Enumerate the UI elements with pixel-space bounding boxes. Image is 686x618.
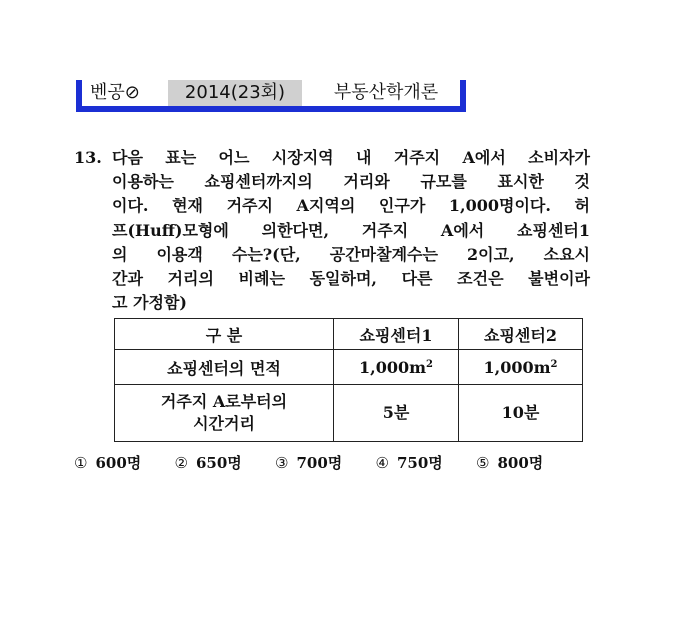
- row-label-area: 쇼핑센터의 면적: [115, 350, 334, 385]
- shopping-center-table: [114, 318, 583, 442]
- choice-2[interactable]: [175, 452, 242, 473]
- choice-1[interactable]: [74, 452, 141, 473]
- answer-choices: [74, 452, 594, 473]
- row-label-time-distance: [115, 385, 334, 442]
- question-line: 의 이용객 수는?(단, 공간마찰계수는 2이고, 소요시: [112, 244, 590, 264]
- choice-text: 600명: [95, 454, 142, 472]
- choice-marker: ③: [275, 454, 289, 472]
- choice-3[interactable]: [275, 452, 342, 473]
- table-header-cell: 쇼핑센터1: [334, 319, 459, 350]
- area-value: 1,000m: [359, 357, 427, 377]
- cell-area-center1: [334, 350, 459, 385]
- area-unit-superscript: 2: [426, 358, 433, 370]
- tag-accent-underline: [76, 106, 466, 112]
- cell-area-center2: [459, 350, 583, 385]
- row-label-line: 거주지 A로부터의: [160, 392, 288, 411]
- question-text: [112, 146, 590, 315]
- row-label-line: 시간거리: [193, 414, 255, 433]
- choice-text: 700명: [296, 454, 343, 472]
- question-line: 이다. 현재 거주지 A지역의 인구가 1,000명이다. 허: [112, 196, 590, 216]
- table-row: [115, 385, 583, 442]
- question-number: 13.: [74, 148, 102, 167]
- choice-4[interactable]: [376, 452, 443, 473]
- area-unit-superscript: 2: [550, 358, 558, 370]
- question-line: 고 가정함): [112, 293, 187, 313]
- exam-tag-bar: [76, 80, 466, 112]
- question-line: 다음 표는 어느 시장지역 내 거주지 A에서 소비자가: [112, 148, 590, 167]
- choice-text: 650명: [195, 454, 242, 472]
- table-header-cell: 쇼핑센터2: [459, 319, 583, 350]
- table-header-cell: 구 분: [115, 319, 334, 350]
- question-line: 프(Huff)모형에 의한다면, 거주지 A에서 쇼핑센터1: [112, 220, 590, 240]
- choice-text: 800명: [497, 454, 544, 472]
- choice-marker: ⑤: [476, 454, 490, 472]
- area-value: 1,000m: [483, 357, 551, 377]
- question-line: 간과 거리의 비례는 동일하며, 다른 조건은 불변이라: [112, 269, 590, 289]
- choice-marker: ①: [74, 454, 88, 472]
- cell-time-center2: 10분: [459, 385, 583, 442]
- choice-5[interactable]: [476, 452, 543, 473]
- subject-tag: 벤공⊘: [90, 82, 140, 103]
- exam-year-tag: 2014(23회): [168, 80, 302, 106]
- question-line: 이용하는 쇼핑센터까지의 거리와 규모를 표시한 것: [112, 172, 590, 192]
- cell-time-center1: 5분: [334, 385, 459, 442]
- choice-marker: ④: [375, 454, 389, 472]
- table-row: [115, 350, 583, 385]
- table-header-row: [115, 319, 583, 350]
- choice-marker: ②: [174, 454, 188, 472]
- course-tag: 부동산학개론: [333, 82, 439, 103]
- choice-text: 750명: [396, 454, 443, 472]
